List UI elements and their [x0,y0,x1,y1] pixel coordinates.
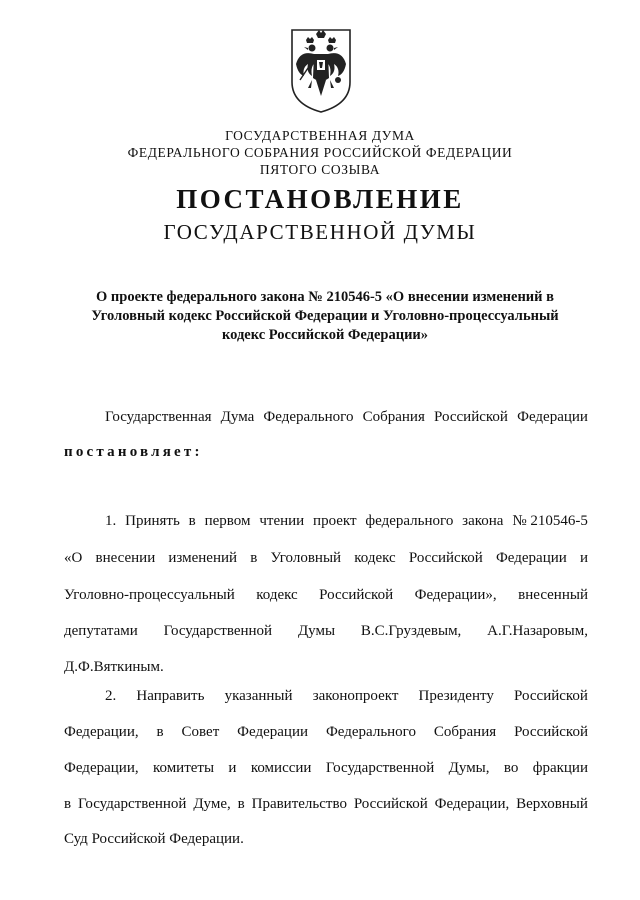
russian-coat-of-arms-icon [286,24,356,116]
word: в [188,513,196,529]
word: 2. [105,688,117,704]
item1-line: Д.Ф.Вяткиным. [64,659,164,675]
word: во [503,760,519,776]
header-federal-assembly: ФЕДЕРАЛЬНОГО СОБРАНИЯ РОССИЙСКОЙ ФЕДЕРАЦИИ [127,145,513,160]
word: Дума [220,409,255,425]
document-title: ПОСТАНОВЛЕНИЕ [176,184,464,214]
word: кодекс [354,550,396,566]
word: Совет [181,724,220,740]
word: Российской [353,796,428,812]
word: изменений [168,550,238,566]
word: Федерации [495,550,567,566]
word: внесении [95,550,156,566]
word: проект [313,513,357,529]
word: Российской [319,587,394,603]
word: Собрания [362,409,425,425]
word: Принять [125,513,180,529]
word: «О [64,550,83,566]
word: чтении [259,513,305,529]
word: Федерации, [434,796,510,812]
word: Государственной [325,760,435,776]
word: Федерации», [414,587,497,603]
word: комиссии [250,760,312,776]
document-subject [70,288,580,345]
word: закона [462,513,504,529]
word: Федерального [263,409,354,425]
word: Думе, [193,796,231,812]
word: Думы [297,623,336,639]
word: В.С.Груздевым, [360,623,462,639]
word: первом [204,513,251,529]
word: Российской [514,688,588,704]
word: фракции [532,760,588,776]
word: Федерального [325,724,416,740]
item2-line [64,724,588,741]
word: и [228,760,237,776]
word: Российской [434,409,508,425]
word: внесенный [518,587,588,603]
subject-line: кодекс Российской Федерации» [221,327,429,343]
subject-line: Уголовный кодекс Российской Федерации и Уголовно-процессуальный [91,308,559,324]
word: в [237,796,245,812]
item1-line [64,550,588,567]
item1-line [64,623,588,640]
word: Верховный [516,796,588,812]
word: законопроект [312,688,399,704]
word: Российской [514,724,588,740]
word: Государственной [163,623,273,639]
word: № 210546-5 [512,513,588,529]
word: Федерации, [64,724,139,740]
word: комитеты [152,760,215,776]
word: Федерации, [64,760,139,776]
preamble-line [105,409,588,426]
word: в [250,550,258,566]
word: Направить [136,688,205,704]
word: Государственная [105,409,212,425]
word: Думы, [448,760,490,776]
word: указанный [224,688,293,704]
header-duma: ГОСУДАРСТВЕННАЯ ДУМА [225,128,415,143]
decree-word: постановляет: [64,444,203,460]
item1-line [105,513,588,530]
item2-line: Суд Российской Федерации. [64,831,244,847]
item2-line [64,796,588,813]
subject-line: О проекте федерального закона № 210546-5 «О внесении изменений в [96,289,554,305]
document-subtitle: ГОСУДАРСТВЕННОЙ ДУМЫ [163,220,477,244]
word: Президенту [418,688,494,704]
word: Федерации [517,409,588,425]
word: депутатами [64,623,138,639]
word: Собрания [433,724,497,740]
item1-line [64,587,588,604]
word: А.Г.Назаровым, [487,623,588,639]
word: и [579,550,588,566]
word: 1. [105,513,117,529]
header-convocation: ПЯТОГО СОЗЫВА [259,162,381,177]
word: Правительство [251,796,347,812]
item2-line [64,760,588,777]
word: Федерации [237,724,309,740]
item2-line [105,688,588,705]
word: Уголовно-процессуальный [64,587,235,603]
word: в [156,724,164,740]
word: Российской [408,550,483,566]
word: в [64,796,72,812]
word: кодекс [256,587,298,603]
word: федерального [365,513,454,529]
word: Государственной [77,796,187,812]
word: Уголовный [270,550,342,566]
